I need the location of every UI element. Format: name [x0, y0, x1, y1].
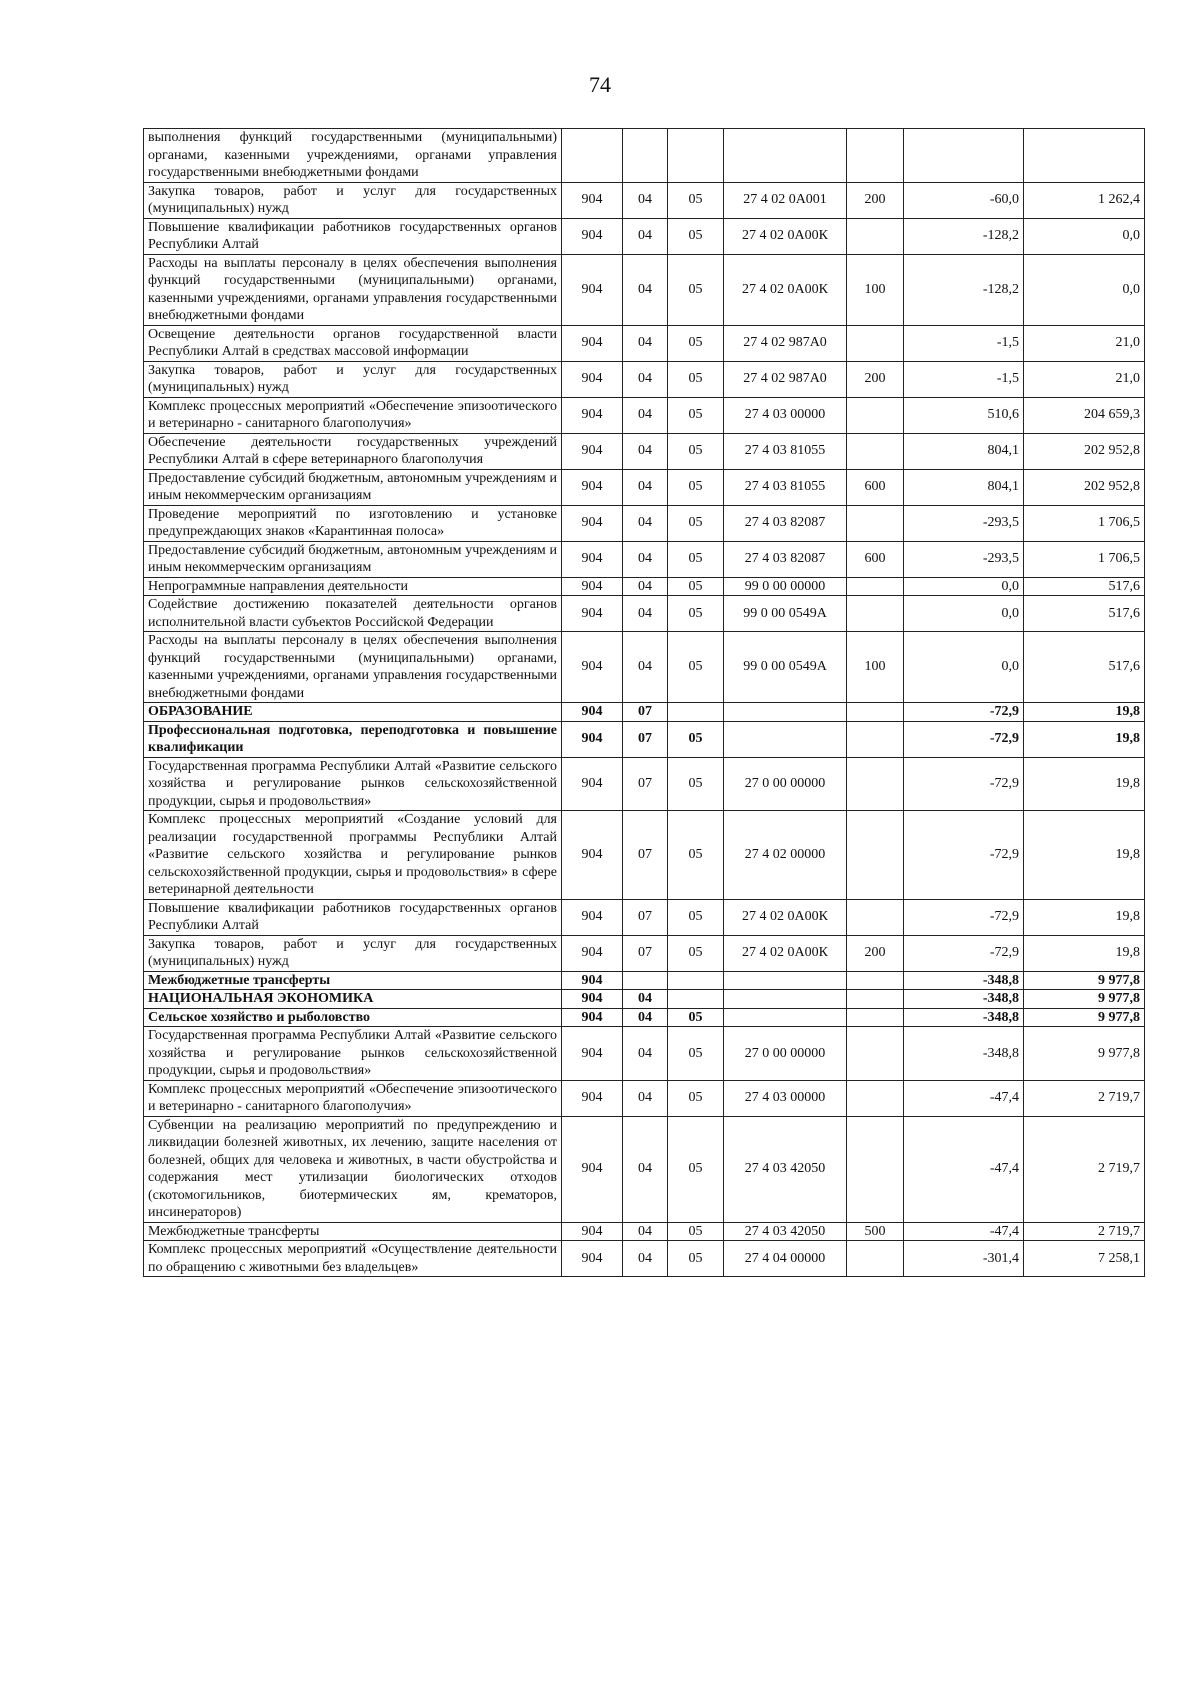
cell-subsection: 05 — [668, 899, 724, 935]
cell-amount-change: -348,8 — [904, 971, 1024, 990]
cell-ministry-code: 904 — [562, 1241, 623, 1277]
cell-target-article: 27 4 02 0А00К — [724, 254, 847, 325]
cell-section: 04 — [623, 218, 668, 254]
table-row — [144, 1222, 1145, 1241]
cell-subsection: 05 — [668, 811, 724, 900]
cell-expense-type — [847, 971, 904, 990]
table-row — [144, 218, 1145, 254]
cell-section: 04 — [623, 990, 668, 1009]
cell-amount-change: -72,9 — [904, 757, 1024, 811]
cell-amount-change: -72,9 — [904, 703, 1024, 722]
cell-name: Предоставление субсидий бюджетным, автономным учреждениям и иным некоммерческим организациям — [144, 469, 562, 505]
cell-amount-change: -128,2 — [904, 254, 1024, 325]
cell-target-article — [724, 129, 847, 183]
cell-ministry-code: 904 — [562, 469, 623, 505]
table-row — [144, 990, 1145, 1009]
cell-name: Непрограммные направления деятельности — [144, 577, 562, 596]
cell-amount-change: -293,5 — [904, 541, 1024, 577]
cell-subsection: 05 — [668, 469, 724, 505]
cell-ministry-code: 904 — [562, 1222, 623, 1241]
cell-subsection: 05 — [668, 397, 724, 433]
cell-section: 04 — [623, 1080, 668, 1116]
cell-section: 07 — [623, 935, 668, 971]
cell-section: 07 — [623, 899, 668, 935]
cell-section: 07 — [623, 721, 668, 757]
cell-amount-change: -47,4 — [904, 1222, 1024, 1241]
cell-name: Обеспечение деятельности государственных учреждений Республики Алтай в сфере ветеринарного благополучия — [144, 433, 562, 469]
cell-amount-total: 204 659,3 — [1024, 397, 1145, 433]
table-row — [144, 182, 1145, 218]
cell-target-article: 27 0 00 00000 — [724, 757, 847, 811]
table-row — [144, 469, 1145, 505]
cell-section: 04 — [623, 325, 668, 361]
table-row — [144, 703, 1145, 722]
cell-amount-total: 9 977,8 — [1024, 1027, 1145, 1081]
cell-expense-type: 200 — [847, 935, 904, 971]
cell-section: 07 — [623, 757, 668, 811]
cell-name: Повышение квалификации работников государственных органов Республики Алтай — [144, 218, 562, 254]
cell-section: 04 — [623, 1008, 668, 1027]
table-row — [144, 505, 1145, 541]
cell-expense-type — [847, 596, 904, 632]
cell-subsection: 05 — [668, 361, 724, 397]
table-row — [144, 632, 1145, 703]
cell-target-article — [724, 703, 847, 722]
cell-name: Комплекс процессных мероприятий «Создание условий для реализации государственной программы Республики Алтай «Развитие сельского хозяйства и регулирование рынков сельскохозяйственной продукции, сырья и продовольствия» в сфере ветеринарной деятельности — [144, 811, 562, 900]
cell-amount-change: -72,9 — [904, 935, 1024, 971]
cell-amount-change: -47,4 — [904, 1080, 1024, 1116]
table-row — [144, 129, 1145, 183]
table-row — [144, 1027, 1145, 1081]
cell-target-article: 27 4 02 0А00К — [724, 899, 847, 935]
cell-expense-type — [847, 721, 904, 757]
cell-amount-change: -348,8 — [904, 990, 1024, 1009]
cell-name: Межбюджетные трансферты — [144, 971, 562, 990]
cell-amount-change: -72,9 — [904, 811, 1024, 900]
table-row — [144, 596, 1145, 632]
cell-subsection — [668, 990, 724, 1009]
cell-target-article: 27 4 03 81055 — [724, 469, 847, 505]
cell-subsection: 05 — [668, 1080, 724, 1116]
cell-subsection: 05 — [668, 721, 724, 757]
cell-section: 04 — [623, 577, 668, 596]
cell-target-article: 27 4 02 987А0 — [724, 361, 847, 397]
cell-section: 07 — [623, 811, 668, 900]
page-number: 74 — [589, 72, 611, 97]
cell-expense-type — [847, 1241, 904, 1277]
table-row — [144, 1008, 1145, 1027]
cell-subsection: 05 — [668, 325, 724, 361]
cell-section: 04 — [623, 433, 668, 469]
cell-section: 04 — [623, 254, 668, 325]
cell-amount-change: 0,0 — [904, 596, 1024, 632]
cell-amount-change: -47,4 — [904, 1116, 1024, 1222]
cell-subsection: 05 — [668, 433, 724, 469]
table-row — [144, 1080, 1145, 1116]
cell-section: 04 — [623, 182, 668, 218]
cell-name: Профессиональная подготовка, переподготовка и повышение квалификации — [144, 721, 562, 757]
cell-amount-total: 517,6 — [1024, 596, 1145, 632]
cell-ministry-code: 904 — [562, 1080, 623, 1116]
cell-ministry-code: 904 — [562, 218, 623, 254]
table-row — [144, 541, 1145, 577]
cell-target-article: 27 4 02 0А00К — [724, 218, 847, 254]
cell-target-article: 27 4 03 81055 — [724, 433, 847, 469]
cell-amount-total: 19,8 — [1024, 899, 1145, 935]
cell-expense-type: 100 — [847, 632, 904, 703]
cell-amount-change: -293,5 — [904, 505, 1024, 541]
cell-amount-total: 9 977,8 — [1024, 990, 1145, 1009]
cell-target-article — [724, 721, 847, 757]
cell-amount-change — [904, 129, 1024, 183]
cell-amount-total: 202 952,8 — [1024, 469, 1145, 505]
cell-name: Расходы на выплаты персоналу в целях обеспечения выполнения функций государственными (муниципальными) органами, казенными учреждениями, органами управления государственными внебюджетными фондами — [144, 254, 562, 325]
cell-amount-change: -348,8 — [904, 1008, 1024, 1027]
cell-ministry-code: 904 — [562, 596, 623, 632]
cell-name: выполнения функций государственными (муниципальными) органами, казенными учреждениями, органами управления государственными внебюджетными фондами — [144, 129, 562, 183]
table-row — [144, 254, 1145, 325]
cell-amount-change: -72,9 — [904, 899, 1024, 935]
cell-name: Государственная программа Республики Алтай «Развитие сельского хозяйства и регулирование рынков сельскохозяйственной продукции, сырья и продовольствия» — [144, 757, 562, 811]
cell-ministry-code: 904 — [562, 811, 623, 900]
cell-expense-type — [847, 577, 904, 596]
cell-name: Комплекс процессных мероприятий «Осуществление деятельности по обращению с животными без владельцев» — [144, 1241, 562, 1277]
cell-target-article: 27 4 02 0А001 — [724, 182, 847, 218]
cell-ministry-code: 904 — [562, 505, 623, 541]
cell-amount-change: -60,0 — [904, 182, 1024, 218]
cell-amount-change: -128,2 — [904, 218, 1024, 254]
cell-expense-type — [847, 703, 904, 722]
cell-amount-change: -348,8 — [904, 1027, 1024, 1081]
cell-amount-total: 1 706,5 — [1024, 541, 1145, 577]
cell-section: 07 — [623, 703, 668, 722]
cell-expense-type: 600 — [847, 469, 904, 505]
cell-expense-type — [847, 218, 904, 254]
cell-ministry-code: 904 — [562, 632, 623, 703]
cell-name: Закупка товаров, работ и услуг для государственных (муниципальных) нужд — [144, 935, 562, 971]
cell-expense-type — [847, 990, 904, 1009]
cell-section: 04 — [623, 1116, 668, 1222]
cell-amount-total: 21,0 — [1024, 361, 1145, 397]
cell-section: 04 — [623, 1027, 668, 1081]
cell-subsection: 05 — [668, 182, 724, 218]
cell-name: Комплекс процессных мероприятий «Обеспечение эпизоотического и ветеринарно - санитарного благополучия» — [144, 397, 562, 433]
cell-ministry-code: 904 — [562, 541, 623, 577]
cell-name: ОБРАЗОВАНИЕ — [144, 703, 562, 722]
cell-name: Комплекс процессных мероприятий «Обеспечение эпизоотического и ветеринарно - санитарного благополучия» — [144, 1080, 562, 1116]
cell-amount-total: 1 706,5 — [1024, 505, 1145, 541]
cell-name: Государственная программа Республики Алтай «Развитие сельского хозяйства и регулирование рынков сельскохозяйственной продукции, сырья и продовольствия» — [144, 1027, 562, 1081]
cell-ministry-code: 904 — [562, 1116, 623, 1222]
cell-section: 04 — [623, 632, 668, 703]
cell-section: 04 — [623, 1241, 668, 1277]
cell-target-article: 27 4 03 42050 — [724, 1116, 847, 1222]
cell-expense-type — [847, 1116, 904, 1222]
cell-section: 04 — [623, 596, 668, 632]
cell-subsection: 05 — [668, 632, 724, 703]
cell-amount-total: 9 977,8 — [1024, 971, 1145, 990]
cell-ministry-code: 904 — [562, 703, 623, 722]
cell-amount-total: 19,8 — [1024, 935, 1145, 971]
cell-expense-type — [847, 129, 904, 183]
table-row — [144, 899, 1145, 935]
cell-expense-type — [847, 397, 904, 433]
cell-amount-total: 2 719,7 — [1024, 1222, 1145, 1241]
cell-ministry-code — [562, 129, 623, 183]
cell-target-article — [724, 990, 847, 1009]
cell-amount-total: 19,8 — [1024, 721, 1145, 757]
table-row — [144, 935, 1145, 971]
cell-ministry-code: 904 — [562, 721, 623, 757]
cell-target-article: 27 4 04 00000 — [724, 1241, 847, 1277]
cell-name: Сельское хозяйство и рыболовство — [144, 1008, 562, 1027]
cell-expense-type: 200 — [847, 182, 904, 218]
cell-section: 04 — [623, 541, 668, 577]
cell-subsection: 05 — [668, 577, 724, 596]
cell-ministry-code: 904 — [562, 757, 623, 811]
cell-ministry-code: 904 — [562, 935, 623, 971]
table-row — [144, 433, 1145, 469]
cell-amount-total: 19,8 — [1024, 703, 1145, 722]
cell-amount-total — [1024, 129, 1145, 183]
cell-subsection: 05 — [668, 1116, 724, 1222]
cell-section: 04 — [623, 469, 668, 505]
cell-name: Расходы на выплаты персоналу в целях обеспечения выполнения функций государственными (муниципальными) органами, казенными учреждениями, органами управления государственными внебюджетными фондами — [144, 632, 562, 703]
table-row — [144, 325, 1145, 361]
cell-amount-total: 0,0 — [1024, 218, 1145, 254]
cell-target-article — [724, 1008, 847, 1027]
cell-amount-change: 0,0 — [904, 577, 1024, 596]
cell-subsection: 05 — [668, 1241, 724, 1277]
cell-subsection: 05 — [668, 505, 724, 541]
cell-amount-total: 7 258,1 — [1024, 1241, 1145, 1277]
cell-subsection: 05 — [668, 935, 724, 971]
cell-amount-change: 0,0 — [904, 632, 1024, 703]
table-row — [144, 577, 1145, 596]
cell-ministry-code: 904 — [562, 1027, 623, 1081]
cell-expense-type — [847, 811, 904, 900]
cell-ministry-code: 904 — [562, 990, 623, 1009]
cell-target-article: 99 0 00 00000 — [724, 577, 847, 596]
cell-amount-total: 21,0 — [1024, 325, 1145, 361]
cell-name: Субвенции на реализацию мероприятий по предупреждению и ликвидации болезней животных, их лечению, защите населения от болезней, общих для человека и животных, в части обустройства и содержания мест утилизации биологических отходов (скотомогильников, биотермических ям, крематоров, инсинераторов) — [144, 1116, 562, 1222]
cell-subsection: 05 — [668, 1008, 724, 1027]
table-row — [144, 721, 1145, 757]
cell-ministry-code: 904 — [562, 254, 623, 325]
cell-name: Освещение деятельности органов государственной власти Республики Алтай в средствах массовой информации — [144, 325, 562, 361]
cell-target-article: 27 4 02 987А0 — [724, 325, 847, 361]
cell-amount-total: 19,8 — [1024, 757, 1145, 811]
cell-ministry-code: 904 — [562, 325, 623, 361]
budget-table — [143, 128, 1145, 1277]
cell-subsection — [668, 129, 724, 183]
cell-section — [623, 971, 668, 990]
cell-subsection — [668, 971, 724, 990]
cell-subsection: 05 — [668, 254, 724, 325]
cell-amount-change: -301,4 — [904, 1241, 1024, 1277]
cell-name: Повышение квалификации работников государственных органов Республики Алтай — [144, 899, 562, 935]
cell-target-article: 27 4 03 00000 — [724, 1080, 847, 1116]
cell-expense-type — [847, 1080, 904, 1116]
cell-target-article: 27 4 02 00000 — [724, 811, 847, 900]
cell-section: 04 — [623, 361, 668, 397]
cell-amount-total: 2 719,7 — [1024, 1080, 1145, 1116]
cell-amount-total: 517,6 — [1024, 632, 1145, 703]
cell-target-article: 27 4 02 0А00К — [724, 935, 847, 971]
cell-expense-type: 600 — [847, 541, 904, 577]
table-row — [144, 811, 1145, 900]
cell-expense-type — [847, 1027, 904, 1081]
table-row — [144, 397, 1145, 433]
cell-amount-change: -1,5 — [904, 361, 1024, 397]
cell-name: Закупка товаров, работ и услуг для государственных (муниципальных) нужд — [144, 182, 562, 218]
cell-name: Содействие достижению показателей деятельности органов исполнительной власти субъектов Российской Федерации — [144, 596, 562, 632]
cell-section — [623, 129, 668, 183]
cell-target-article: 27 4 03 42050 — [724, 1222, 847, 1241]
cell-expense-type: 500 — [847, 1222, 904, 1241]
cell-amount-change: 804,1 — [904, 469, 1024, 505]
cell-expense-type — [847, 1008, 904, 1027]
cell-ministry-code: 904 — [562, 361, 623, 397]
cell-amount-change: -72,9 — [904, 721, 1024, 757]
cell-ministry-code: 904 — [562, 397, 623, 433]
cell-subsection: 05 — [668, 596, 724, 632]
table-row — [144, 361, 1145, 397]
cell-amount-total: 517,6 — [1024, 577, 1145, 596]
cell-name: Межбюджетные трансферты — [144, 1222, 562, 1241]
cell-subsection: 05 — [668, 541, 724, 577]
cell-target-article: 99 0 00 0549А — [724, 596, 847, 632]
cell-amount-total: 0,0 — [1024, 254, 1145, 325]
cell-name: Закупка товаров, работ и услуг для государственных (муниципальных) нужд — [144, 361, 562, 397]
cell-ministry-code: 904 — [562, 1008, 623, 1027]
cell-expense-type — [847, 899, 904, 935]
cell-target-article: 27 4 03 00000 — [724, 397, 847, 433]
cell-amount-total: 2 719,7 — [1024, 1116, 1145, 1222]
cell-ministry-code: 904 — [562, 971, 623, 990]
cell-amount-total: 202 952,8 — [1024, 433, 1145, 469]
cell-ministry-code: 904 — [562, 182, 623, 218]
cell-name: НАЦИОНАЛЬНАЯ ЭКОНОМИКА — [144, 990, 562, 1009]
cell-amount-total: 1 262,4 — [1024, 182, 1145, 218]
cell-amount-change: 804,1 — [904, 433, 1024, 469]
cell-section: 04 — [623, 1222, 668, 1241]
cell-subsection — [668, 703, 724, 722]
cell-amount-total: 19,8 — [1024, 811, 1145, 900]
cell-expense-type — [847, 325, 904, 361]
cell-amount-total: 9 977,8 — [1024, 1008, 1145, 1027]
cell-expense-type — [847, 757, 904, 811]
cell-expense-type — [847, 505, 904, 541]
cell-expense-type: 100 — [847, 254, 904, 325]
table-row — [144, 1116, 1145, 1222]
cell-name: Проведение мероприятий по изготовлению и установке предупреждающих знаков «Карантинная полоса» — [144, 505, 562, 541]
cell-ministry-code: 904 — [562, 899, 623, 935]
cell-target-article: 27 4 03 82087 — [724, 541, 847, 577]
cell-subsection: 05 — [668, 1222, 724, 1241]
cell-subsection: 05 — [668, 218, 724, 254]
cell-subsection: 05 — [668, 757, 724, 811]
table-row — [144, 757, 1145, 811]
cell-amount-change: 510,6 — [904, 397, 1024, 433]
cell-subsection: 05 — [668, 1027, 724, 1081]
cell-expense-type — [847, 433, 904, 469]
cell-target-article: 27 0 00 00000 — [724, 1027, 847, 1081]
cell-section: 04 — [623, 397, 668, 433]
table-row — [144, 971, 1145, 990]
cell-section: 04 — [623, 505, 668, 541]
cell-target-article — [724, 971, 847, 990]
cell-target-article: 27 4 03 82087 — [724, 505, 847, 541]
cell-expense-type: 200 — [847, 361, 904, 397]
table-row — [144, 1241, 1145, 1277]
cell-amount-change: -1,5 — [904, 325, 1024, 361]
cell-ministry-code: 904 — [562, 577, 623, 596]
cell-name: Предоставление субсидий бюджетным, автономным учреждениям и иным некоммерческим организациям — [144, 541, 562, 577]
cell-target-article: 99 0 00 0549А — [724, 632, 847, 703]
cell-ministry-code: 904 — [562, 433, 623, 469]
